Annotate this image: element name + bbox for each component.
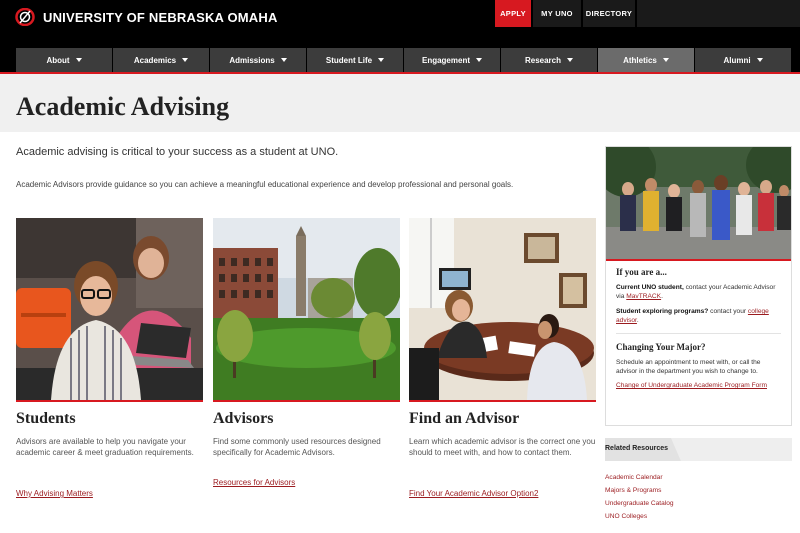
sidebar-info-box bbox=[605, 146, 792, 426]
sidebar-accent bbox=[606, 259, 791, 261]
card-description: Find some commonly used resources designed specifically for Academic Advisors. bbox=[213, 437, 381, 457]
chevron-down-icon bbox=[567, 58, 573, 62]
top-bar bbox=[0, 0, 800, 40]
related-resources-list bbox=[605, 471, 674, 523]
academic-calendar-link[interactable]: Academic Calendar bbox=[605, 474, 663, 481]
chevron-down-icon bbox=[281, 58, 287, 62]
nav-label: Academics bbox=[133, 55, 177, 65]
students-photo bbox=[16, 218, 203, 400]
students-walking-photo bbox=[606, 147, 791, 259]
card-title: Students bbox=[16, 410, 76, 427]
nav-label: Student Life bbox=[325, 55, 373, 65]
nav-label: Research bbox=[524, 55, 562, 65]
why-advising-matters-link[interactable]: Why Advising Matters bbox=[16, 489, 93, 498]
undergraduate-catalog-link[interactable]: Undergraduate Catalog bbox=[605, 500, 674, 507]
card-title: Find an Advisor bbox=[409, 410, 520, 427]
related-resources-header bbox=[605, 438, 792, 461]
majors-programs-link[interactable]: Majors & Programs bbox=[605, 487, 662, 494]
current-student-body: contact your Academic Advisor via bbox=[616, 284, 776, 300]
advisors-card bbox=[213, 218, 400, 487]
period: . bbox=[661, 293, 663, 300]
nav-label: Athletics bbox=[623, 55, 657, 65]
card-accent bbox=[213, 400, 400, 402]
nav-about[interactable] bbox=[16, 48, 113, 72]
current-student-text bbox=[616, 283, 781, 301]
chevron-down-icon bbox=[76, 58, 82, 62]
nav-label: Alumni bbox=[723, 55, 751, 65]
exploring-body: contact your bbox=[708, 308, 748, 315]
nav-admissions[interactable] bbox=[210, 48, 307, 72]
changing-major-text: Schedule an appointment to meet with, or call the advisor in the department you wish to change to. bbox=[616, 359, 761, 375]
students-card bbox=[16, 218, 203, 498]
college-advisor-link[interactable]: college advisor bbox=[616, 308, 769, 324]
chevron-down-icon bbox=[476, 58, 482, 62]
apply-button[interactable]: APPLY bbox=[495, 0, 531, 27]
sidebar-divider bbox=[616, 333, 781, 334]
change-program-form-link[interactable]: Change of Undergraduate Academic Program Form bbox=[616, 382, 767, 389]
nav-research[interactable] bbox=[501, 48, 598, 72]
nav-alumni[interactable] bbox=[695, 48, 792, 72]
intro-text: Academic Advisors provide guidance so you can achieve a meaningful educational experience and develop professional and personal goals. bbox=[16, 180, 514, 189]
directory-button[interactable]: DIRECTORY bbox=[583, 0, 635, 27]
utility-spacer bbox=[637, 0, 800, 27]
nav-athletics[interactable] bbox=[598, 48, 695, 72]
exploring-text bbox=[616, 307, 781, 325]
card-description: Advisors are available to help you navigate your academic career & meet graduation requirements. bbox=[16, 437, 194, 457]
sidebar-heading: If you are a... bbox=[616, 267, 667, 277]
nav-label: About bbox=[46, 55, 70, 65]
find-your-advisor-link[interactable]: Find Your Academic Advisor Option2 bbox=[409, 489, 539, 498]
changing-major-heading: Changing Your Major? bbox=[616, 342, 706, 352]
related-resources-title: Related Resources bbox=[605, 445, 669, 452]
card-description: Learn which academic advisor is the correct one you should to meet with, and how to contact them. bbox=[409, 437, 596, 457]
chevron-down-icon bbox=[378, 58, 384, 62]
logo-text: UNIVERSITY OF NEBRASKA OMAHA bbox=[43, 9, 278, 25]
university-logo[interactable] bbox=[15, 8, 278, 26]
card-accent bbox=[16, 400, 203, 402]
current-student-label: Current UNO student, bbox=[616, 284, 684, 291]
main-nav bbox=[16, 48, 792, 72]
resources-for-advisors-link[interactable]: Resources for Advisors bbox=[213, 478, 296, 487]
title-band bbox=[0, 74, 800, 132]
card-accent bbox=[409, 400, 596, 402]
my-uno-button[interactable]: MY UNO bbox=[533, 0, 581, 27]
nav-engagement[interactable] bbox=[404, 48, 501, 72]
nav-academics[interactable] bbox=[113, 48, 210, 72]
main-nav-bar bbox=[0, 40, 800, 74]
campus-photo bbox=[213, 218, 400, 400]
chevron-down-icon bbox=[757, 58, 763, 62]
office-photo bbox=[409, 218, 596, 400]
period: . bbox=[636, 317, 639, 324]
find-advisor-card bbox=[409, 218, 596, 498]
lead-text: Academic advising is critical to your success as a student at UNO. bbox=[16, 146, 339, 158]
nav-label: Engagement bbox=[421, 55, 470, 65]
nav-student-life[interactable] bbox=[307, 48, 404, 72]
card-title: Advisors bbox=[213, 410, 274, 427]
o-logo-icon bbox=[15, 8, 35, 26]
chevron-down-icon bbox=[663, 58, 669, 62]
chevron-down-icon bbox=[182, 58, 188, 62]
mavtrack-link[interactable]: MavTRACK bbox=[626, 293, 662, 300]
nav-label: Admissions bbox=[229, 55, 275, 65]
uno-colleges-link[interactable]: UNO Colleges bbox=[605, 513, 648, 520]
page-title: Academic Advising bbox=[16, 92, 230, 121]
exploring-label: Student exploring programs? bbox=[616, 308, 709, 315]
